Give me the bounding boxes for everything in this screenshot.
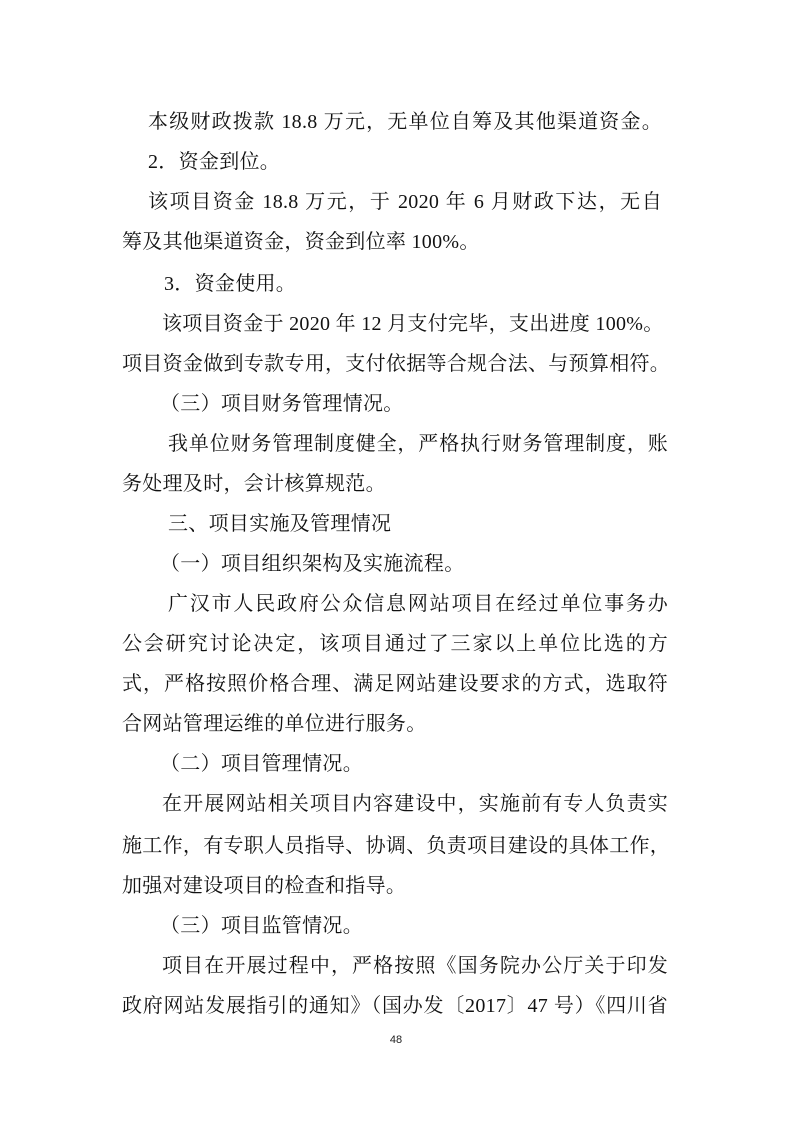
- text-line: 项目资金做到专款专用，支付依据等合规合法、与预算相符。: [122, 353, 671, 375]
- text-line: 筹及其他渠道资金，资金到位率 100%。: [122, 231, 480, 253]
- subsection-heading: 3．资金使用。: [164, 273, 297, 295]
- section-heading: （三）项目监管情况。: [160, 915, 363, 937]
- text-line: 合网站管理运维的单位进行服务。: [122, 713, 427, 735]
- section-heading: （二）项目管理情况。: [160, 753, 363, 775]
- subsection-heading: 2．资金到位。: [148, 151, 281, 173]
- chapter-heading: 三、项目实施及管理情况: [168, 513, 392, 535]
- text-line: 该项目资金 18.8 万元，于 2020 年 6 月财政下达，无自: [148, 191, 662, 213]
- text-line: 政府网站发展指引的通知》（国办发〔2017〕47 号）《四川省: [122, 995, 668, 1017]
- text-line: 该项目资金于 2020 年 12 月支付完毕，支出进度 100%。: [162, 313, 664, 335]
- text-line: 我单位财务管理制度健全，严格执行财务管理制度，账: [168, 433, 668, 455]
- text-line: 本级财政拨款 18.8 万元，无单位自筹及其他渠道资金。: [148, 111, 662, 133]
- section-heading: （一）项目组织架构及实施流程。: [160, 553, 465, 575]
- section-heading: （三）项目财务管理情况。: [160, 393, 404, 415]
- text-line: 加强对建设项目的检查和指导。: [122, 875, 407, 897]
- text-line: 施工作，有专职人员指导、协调、负责项目建设的具体工作，: [122, 835, 671, 857]
- page-number: 48: [389, 1034, 403, 1046]
- text-line: 务处理及时，会计核算规范。: [122, 473, 386, 495]
- text-line: 在开展网站相关项目内容建设中，实施前有专人负责实: [162, 793, 668, 815]
- text-line: 广汉市人民政府公众信息网站项目在经过单位事务办: [168, 593, 668, 615]
- text-line: 项目在开展过程中，严格按照《国务院办公厅关于印发: [162, 955, 668, 977]
- text-line: 式，严格按照价格合理、满足网站建设要求的方式，选取符: [122, 673, 668, 695]
- text-line: 公会研究讨论决定，该项目通过了三家以上单位比选的方: [122, 633, 668, 655]
